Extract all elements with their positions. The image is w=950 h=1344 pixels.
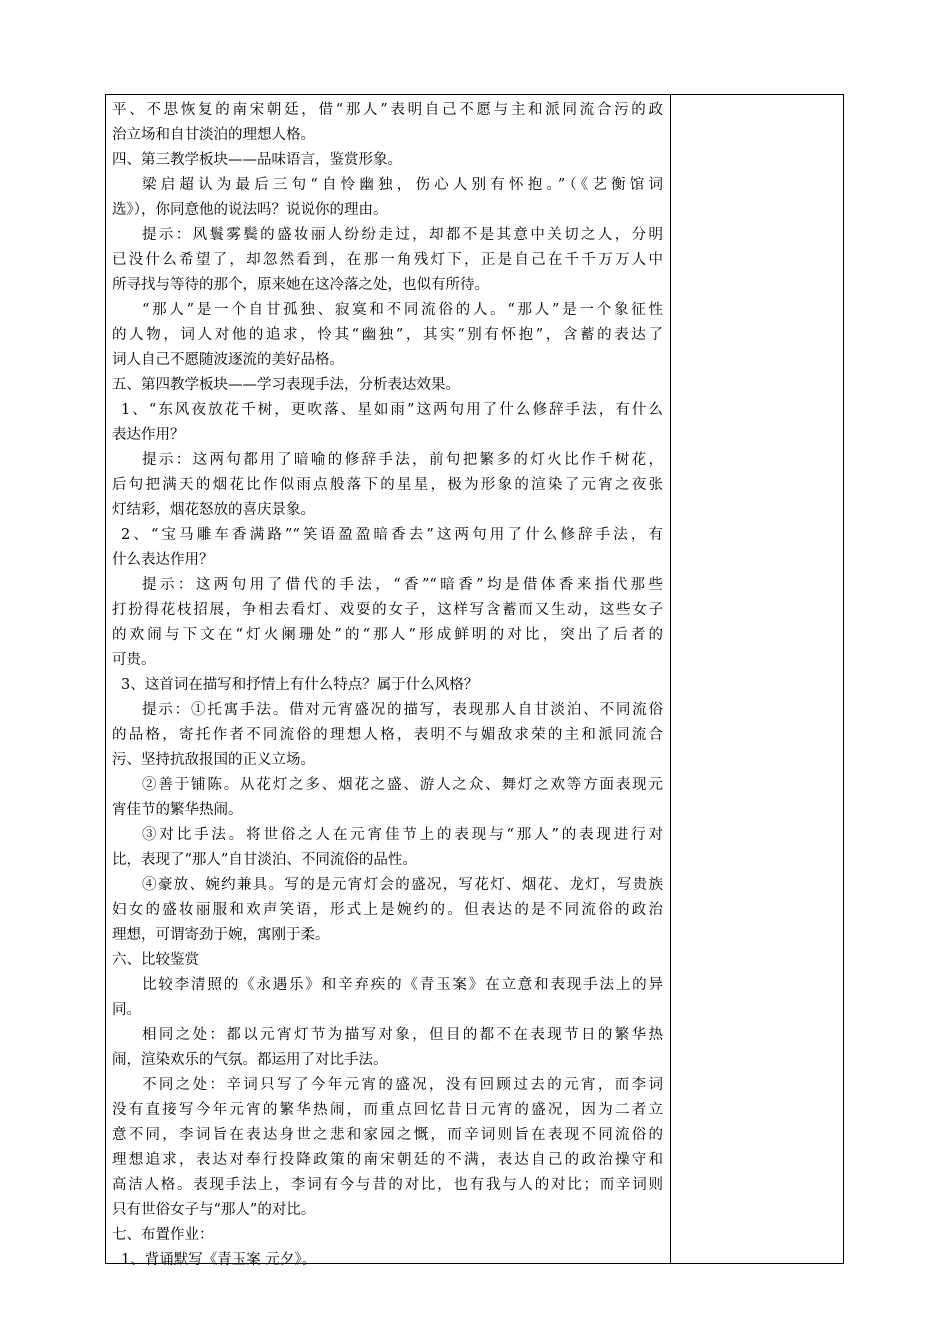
text-line: 同。	[112, 1002, 141, 1018]
text-line: 的欢闹与下文在“灯火阑珊处”的“那人”形成鲜明的对比，突出了后者的	[112, 627, 663, 643]
text-line: 的品格，寄托作者不同流俗的理想人格，表明不与媚敌求荣的主和派同流合	[112, 727, 663, 743]
text-line: 1、“东风夜放花千树，更吹落、星如雨”这两句用了什么修辞手法，有什么	[121, 402, 663, 418]
text-line: 污、坚持抗敌报国的正义立场。	[112, 752, 315, 768]
text-line: 3、这首词在描写和抒情上有什么特点？属于什么风格？	[121, 677, 479, 693]
text-line: ④豪放、婉约兼具。写的是元宵灯会的盛况，写花灯、烟花、龙灯，写贵族	[142, 877, 663, 893]
text-line: 妇女的盛妆丽服和欢声笑语，形式上是婉约的。但表达的是不同流俗的政治	[112, 902, 663, 918]
text-line: 意不同，李词旨在表达身世之悲和家园之慨，而辛词则旨在表现不同流俗的	[112, 1127, 663, 1143]
text-line: 七、布置作业：	[112, 1227, 214, 1243]
text-line: 表达作用？	[112, 427, 185, 443]
text-line: ③对比手法。将世俗之人在元宵佳节上的表现与“那人”的表现进行对	[142, 827, 663, 843]
text-line: 已没什么希望了，却忽然看到，在那一角残灯下，正是自己在千千万万人中	[112, 252, 663, 268]
text-line: 1、背诵默写《青玉案 元夕》。	[121, 1252, 317, 1268]
text-line: 词人自己不愿随波逐流的美好品格。	[112, 352, 344, 368]
text-line: 梁启超认为最后三句“自怜幽独，伤心人别有怀抱。”（《艺衡馆词	[142, 177, 663, 193]
text-line: 治立场和自甘淡泊的理想人格。	[112, 127, 315, 143]
text-line: 的人物，词人对他的追求，怜其“幽独”，其实“别有怀抱”，含蓄的表达了	[112, 327, 663, 343]
text-line: 理想，可谓寄劲于婉，寓刚于柔。	[112, 927, 330, 943]
lesson-content-cell	[106, 95, 671, 1268]
text-line: 比，表现了“那人”自甘淡泊、不同流俗的品性。	[112, 852, 417, 868]
text-line: 提示：这两句都用了暗喻的修辞手法，前句把繁多的灯火比作千树花，	[142, 452, 663, 468]
text-line: 六、比较鉴赏	[112, 952, 199, 968]
text-line: 平、不思恢复的南宋朝廷，借“那人”表明自己不愿与主和派同流合污的政	[112, 102, 663, 118]
text-line: 提示：这两句用了借代的手法，“香”“暗香”均是借体香来指代那些	[142, 577, 663, 593]
text-line: 高洁人格。表现手法上，李词有今与昔的对比，也有我与人的对比；而辛词则	[112, 1177, 663, 1193]
text-line: 打扮得花枝招展，争相去看灯、戏耍的女子，这样写含蓄而又生动，这些女子	[112, 602, 663, 618]
text-line: 可贵。	[112, 652, 156, 668]
text-line: 提示：①托寓手法。借对元宵盛况的描写，表现那人自甘淡泊、不同流俗	[142, 702, 663, 718]
text-line: 闹，渲染欢乐的气氛。都运用了对比手法。	[112, 1052, 388, 1068]
lesson-plan-table	[105, 94, 844, 1268]
text-line: 后句把满天的烟花比作似雨点般落下的星星，极为形象的渲染了元宵之夜张	[112, 477, 663, 493]
text-line: 选》），你同意他的说法吗？说说你的理由。	[112, 202, 388, 218]
text-line: 理想追求，表达对奉行投降政策的南宋朝廷的不满，表达自己的政治操守和	[112, 1152, 663, 1168]
text-line: 什么表达作用？	[112, 552, 214, 568]
text-line: 提示：风鬟雾鬓的盛妆丽人纷纷走过，却都不是其意中关切之人，分明	[142, 227, 663, 243]
text-line: 相同之处：都以元宵灯节为描写对象，但目的都不在表现节日的繁华热	[142, 1027, 663, 1043]
text-line: 灯结彩，烟花怒放的喜庆景象。	[112, 502, 315, 518]
text-line: 宵佳节的繁华热闹。	[112, 802, 243, 818]
text-line: 只有世俗女子与“那人”的对比。	[112, 1202, 316, 1218]
text-line: “那人”是一个自甘孤独、寂寞和不同流俗的人。“那人”是一个象征性	[142, 302, 663, 318]
text-line: 2、“宝马雕车香满路”“笑语盈盈暗香去”这两句用了什么修辞手法，有	[121, 527, 663, 543]
text-line: 所寻找与等待的那个，原来她在这冷落之处，也似有所待。	[112, 277, 489, 293]
text-line: ②善于铺陈。从花灯之多、烟花之盛、游人之众、舞灯之欢等方面表现元	[142, 777, 663, 793]
text-line: 比较李清照的《永遇乐》和辛弃疾的《青玉案》在立意和表现手法上的异	[142, 977, 663, 993]
text-line: 不同之处：辛词只写了今年元宵的盛况，没有回顾过去的元宵，而李词	[142, 1077, 663, 1093]
text-line: 四、第三教学板块——品味语言，鉴赏形象。	[112, 152, 402, 168]
text-line: 五、第四教学板块——学习表现手法，分析表达效果。	[112, 377, 460, 393]
text-line: 没有直接写今年元宵的繁华热闹，而重点回忆昔日元宵的盛况，因为二者立	[112, 1102, 663, 1118]
notes-cell	[671, 95, 843, 1263]
